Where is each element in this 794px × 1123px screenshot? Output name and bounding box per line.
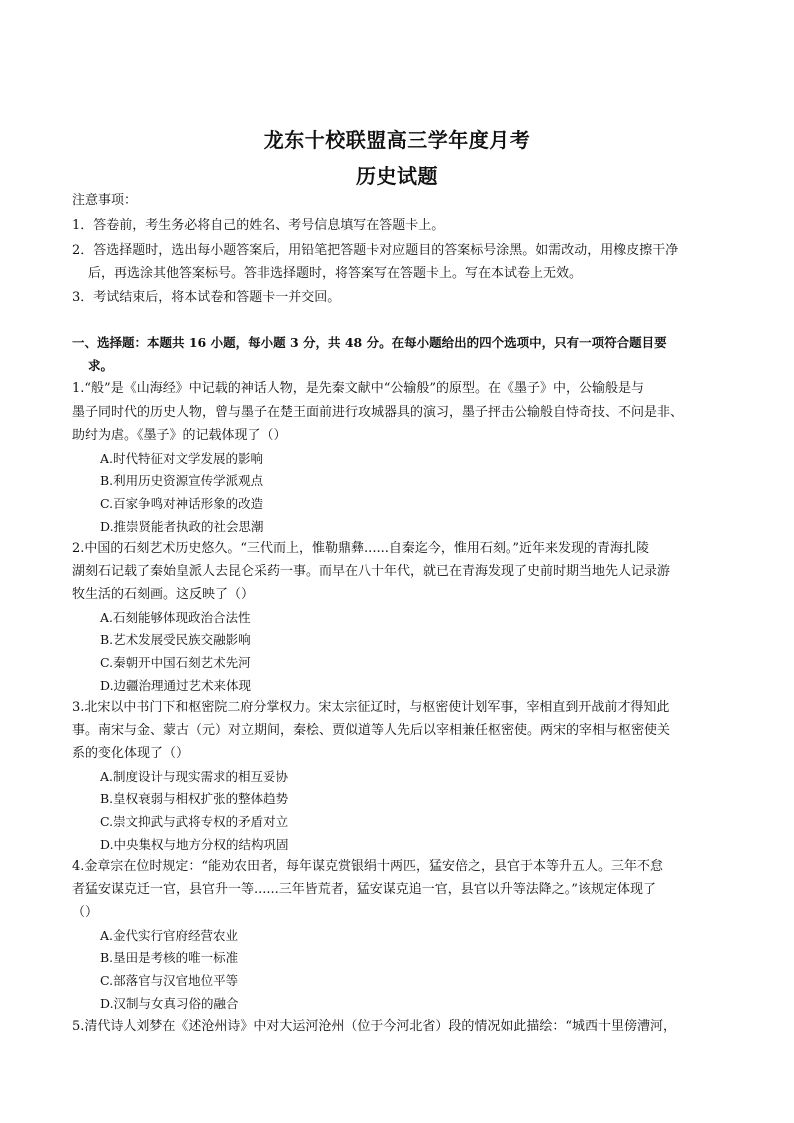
- question-option: B.利用历史资源宣传学派观点: [100, 473, 264, 488]
- question-option: A.石刻能够体现政治合法性: [100, 610, 251, 625]
- notice-item: 1．答卷前，考生务必将自己的姓名、考号信息填写在答题卡上。: [72, 218, 445, 233]
- exam-subtitle: 历史试题: [356, 164, 438, 188]
- question-stem: 牧生活的石刻画。这反映了（）: [72, 587, 255, 602]
- question-stem: 1.“般”是《山海经》中记载的神话人物，是先秦文献中“公输般”的原型。在《墨子》中，公输般是与: [72, 381, 644, 396]
- question-stem: （）: [72, 905, 99, 920]
- section-heading: 一、选择题：本题共 16 小题，每小题 3 分，共 48 分。在每小题给出的四个选项中，只有一项符合题目要: [72, 335, 667, 350]
- question-option: C.部落官与汉官地位平等: [100, 973, 239, 988]
- question-option: B.皇权衰弱与相权扩张的整体趋势: [100, 791, 289, 806]
- question-option: A.制度设计与现实需求的相互妥协: [100, 769, 289, 784]
- question-option: A.时代特征对文学发展的影响: [100, 451, 264, 466]
- question-option: D.中央集权与地方分权的结构巩固: [100, 837, 289, 852]
- notice-item: 2．答选择题时，选出每小题答案后，用铅笔把答题卡对应题目的答案标号涂黑。如需改动，用橡皮擦干净: [72, 243, 679, 258]
- question-option: B.艺术发展受民族交融影响: [100, 632, 251, 647]
- question-stem: 3.北宋以中书门下和枢密院二府分掌权力。宋太宗征辽时，与枢密使计划军事，宰相直到开战前才得知此: [72, 700, 670, 715]
- question-option: A.金代实行官府经营农业: [100, 928, 239, 943]
- question-stem: 系的变化体现了（）: [72, 746, 190, 761]
- question-stem: 墨子同时代的历史人物，曾与墨子在楚王面前进行攻城器具的演习，墨子抨击公输般自恃奇技、不问是非、: [72, 405, 684, 420]
- notice-heading: 注意事项：: [72, 193, 138, 208]
- section-heading: 求。: [88, 358, 114, 373]
- question-option: C.秦朝开中国石刻艺术先河: [100, 655, 251, 670]
- notice-item: 3．考试结束后，将本试卷和答题卡一并交回。: [72, 290, 341, 305]
- question-stem: 5.清代诗人刘梦在《述沧州诗》中对大运河沧州（位于今河北省）段的情况如此描绘：“城西十里傍漕河，: [72, 1019, 677, 1034]
- question-stem: 者猛安谋克迁一官，县官升一等......三年皆荒者，猛安谋克追一官，县官以升等法降之。”该规定体现了: [72, 882, 656, 897]
- notice-item: 后，再选涂其他答案标号。答非选择题时，将答案写在答题卡上。写在本试卷上无效。: [88, 266, 583, 281]
- question-stem: 湖刻石记载了秦始皇派人去昆仑采药一事。而早在八十年代，就已在青海发现了史前时期当地先人记录游: [72, 564, 671, 579]
- question-stem: 助纣为虐。《墨子》的记载体现了（）: [72, 428, 287, 443]
- question-option: D.推崇贤能者执政的社会思潮: [100, 519, 264, 534]
- question-option: D.边疆治理通过艺术来体现: [100, 678, 252, 693]
- question-stem: 2.中国的石刻艺术历史悠久。“三代而上，惟勒鼎彝......自秦迄今，惟用石刻。”近年来发现的青海扎陵: [72, 541, 649, 556]
- question-stem: 4.金章宗在位时规定：“能劝农田者，每年谋克赏银绢十两匹，猛安倍之，县官于本等升五人。三年不怠: [72, 859, 664, 874]
- exam-title: 龙东十校联盟高三学年度月考: [263, 128, 531, 152]
- question-option: C.百家争鸣对神话形象的改造: [100, 496, 264, 511]
- question-stem: 事。南宋与金、蒙古（元）对立期间，秦桧、贾似道等人先后以宰相兼任枢密使。两宋的宰相与枢密使关: [72, 723, 671, 738]
- question-option: B.垦田是考核的唯一标准: [100, 950, 239, 965]
- question-option: D.汉制与女真习俗的融合: [100, 996, 239, 1011]
- question-option: C.崇文抑武与武将专权的矛盾对立: [100, 814, 289, 829]
